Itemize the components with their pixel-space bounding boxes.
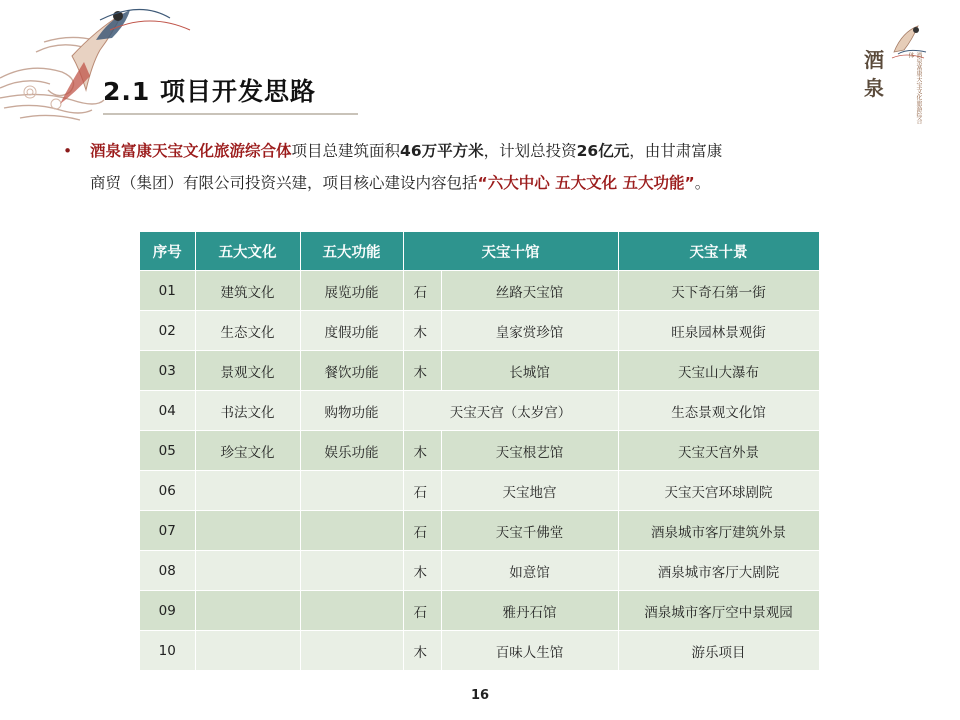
cell-culture: [195, 591, 300, 631]
cell-culture: 书法文化: [195, 391, 300, 431]
intro-text-c: ，由甘肃富康: [629, 142, 723, 160]
cell-scene: 天下奇石第一街: [618, 271, 819, 311]
cell-hall: 百味人生馆: [441, 631, 618, 671]
table-row: [140, 551, 819, 591]
cell-function: [300, 591, 403, 631]
cell-scene: 酒泉城市客厅空中景观园: [618, 591, 819, 631]
cell-hall: 天宝千佛堂: [441, 511, 618, 551]
logo-char-top: 酒: [864, 48, 884, 72]
cell-no: 02: [140, 311, 195, 351]
cell-scene: 天宝天宫环球剧院: [618, 471, 819, 511]
table-row: [140, 511, 819, 551]
table-row: [140, 431, 819, 471]
cell-function: [300, 551, 403, 591]
table-row: [140, 471, 819, 511]
page-title: 2.1 项目开发思路: [103, 77, 316, 106]
cell-tag: 木: [403, 431, 441, 471]
cell-function: 娱乐功能: [300, 431, 403, 471]
table-header-row: [140, 232, 819, 271]
intro-paragraph: [63, 135, 863, 199]
cell-tag: 木: [403, 351, 441, 391]
intro-investment: 26亿元: [576, 142, 630, 160]
table-row: [140, 591, 819, 631]
cell-no: 08: [140, 551, 195, 591]
cell-culture: 建筑文化: [195, 271, 300, 311]
cell-hall: 皇家赏珍馆: [441, 311, 618, 351]
table-row: [140, 391, 819, 431]
cell-no: 09: [140, 591, 195, 631]
cell-culture: 珍宝文化: [195, 431, 300, 471]
logo-char-bottom: 泉: [864, 76, 884, 100]
cell-no: 04: [140, 391, 195, 431]
project-content-table: [140, 232, 820, 670]
cell-hall: 天宝根艺馆: [441, 431, 618, 471]
cell-scene: 游乐项目: [618, 631, 819, 671]
table-row: [140, 311, 819, 351]
cell-scene: 天宝天宫外景: [618, 431, 819, 471]
intro-text-a: 项目总建筑面积: [291, 142, 401, 160]
intro-area: 46万平方米: [400, 142, 484, 160]
cell-function: 餐饮功能: [300, 351, 403, 391]
cell-culture: 景观文化: [195, 351, 300, 391]
cell-culture: [195, 471, 300, 511]
header-no: 序号: [140, 232, 195, 271]
cell-scene: 酒泉城市客厅大剧院: [618, 551, 819, 591]
cell-culture: 生态文化: [195, 311, 300, 351]
intro-line-2: [63, 167, 863, 199]
jiuquan-logo: [858, 22, 930, 130]
cell-no: 03: [140, 351, 195, 391]
title-underline: [103, 113, 358, 115]
logo-vertical-text: 酒泉富康天宝文化旅游综合体: [907, 52, 922, 124]
intro-text-b: ，计划总投资: [483, 142, 577, 160]
cell-tag: 木: [403, 631, 441, 671]
cell-tag: 石: [403, 591, 441, 631]
cell-scene: 天宝山大瀑布: [618, 351, 819, 391]
project-name-highlight: 酒泉富康天宝文化旅游综合体: [90, 142, 292, 160]
cell-tag: 石: [403, 271, 441, 311]
cell-scene: 酒泉城市客厅建筑外景: [618, 511, 819, 551]
cell-function: [300, 511, 403, 551]
cell-function: [300, 631, 403, 671]
header-culture: 五大文化: [195, 232, 300, 271]
table-row: [140, 271, 819, 311]
cell-no: 01: [140, 271, 195, 311]
cell-function: 展览功能: [300, 271, 403, 311]
header-function: 五大功能: [300, 232, 403, 271]
cell-culture: [195, 511, 300, 551]
cell-hall: 丝路天宝馆: [441, 271, 618, 311]
cell-hall: 如意馆: [441, 551, 618, 591]
cell-hall: 长城馆: [441, 351, 618, 391]
cell-hall: 天宝地宫: [441, 471, 618, 511]
cell-function: [300, 471, 403, 511]
cell-hall: 天宝天宫（太岁宫）: [403, 391, 618, 431]
cell-scene: 生态景观文化馆: [618, 391, 819, 431]
core-content-highlight: “六大中心 五大文化 五大功能”: [477, 174, 695, 192]
cell-no: 10: [140, 631, 195, 671]
page-number: 16: [470, 688, 490, 703]
cell-scene: 旺泉园林景观街: [618, 311, 819, 351]
cell-no: 05: [140, 431, 195, 471]
table-row: [140, 351, 819, 391]
apsara-cloud-decoration-icon: [0, 0, 360, 130]
cell-tag: 木: [403, 551, 441, 591]
cell-tag: 木: [403, 311, 441, 351]
intro-line-1: [63, 135, 863, 167]
cell-tag: 石: [403, 511, 441, 551]
intro-text-d: 商贸（集团）有限公司投资兴建，项目核心建设内容包括: [90, 174, 478, 192]
header-hall: 天宝十馆: [403, 232, 618, 271]
header-scene: 天宝十景: [618, 232, 819, 271]
intro-text-e: 。: [694, 174, 711, 192]
cell-culture: [195, 631, 300, 671]
cell-no: 06: [140, 471, 195, 511]
cell-hall: 雅丹石馆: [441, 591, 618, 631]
bullet-icon: •: [63, 142, 73, 160]
cell-function: 度假功能: [300, 311, 403, 351]
table-row: [140, 631, 819, 671]
cell-culture: [195, 551, 300, 591]
cell-tag: 石: [403, 471, 441, 511]
cell-function: 购物功能: [300, 391, 403, 431]
cell-no: 07: [140, 511, 195, 551]
